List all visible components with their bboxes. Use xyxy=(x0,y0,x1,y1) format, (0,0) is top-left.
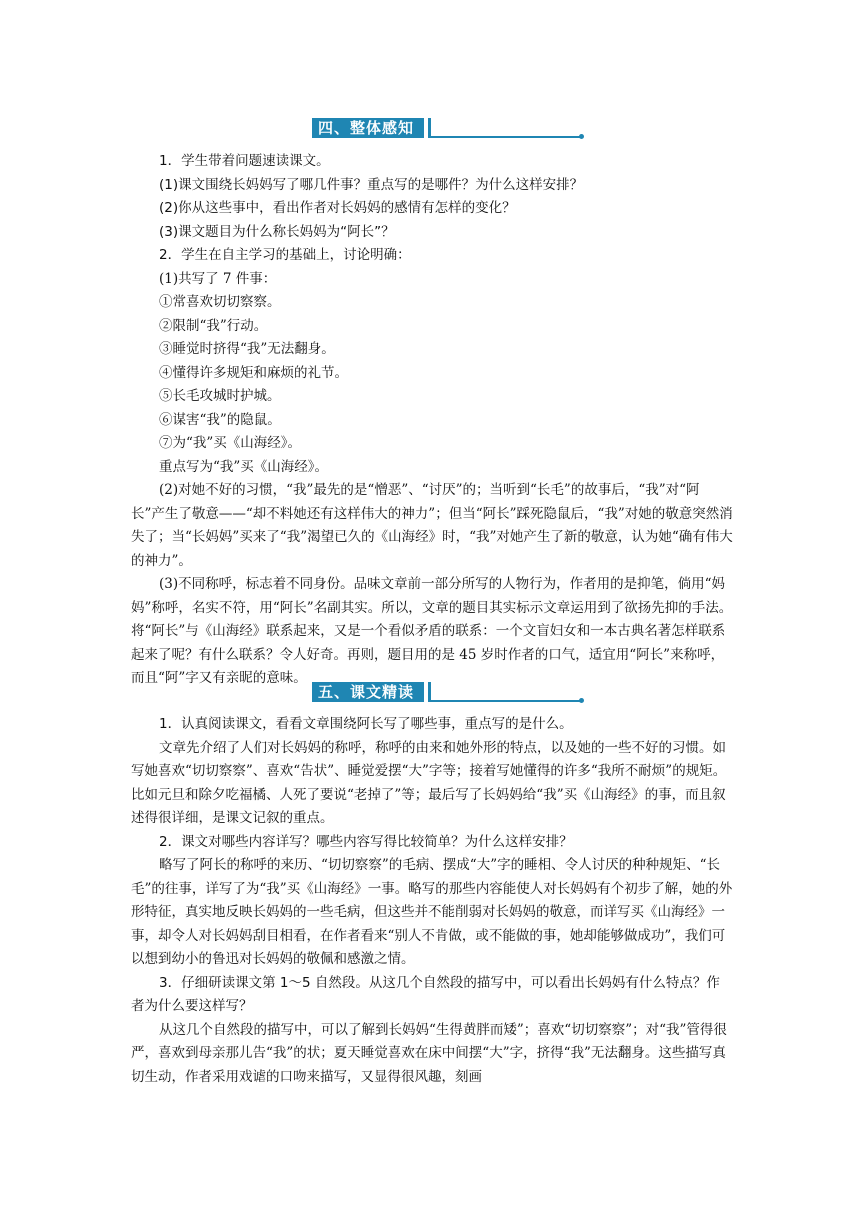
paragraph: (1)课文围绕长妈妈写了哪几件事？重点写的是哪件？为什么这样安排？ xyxy=(159,176,584,193)
paragraph: ②限制“我”行动。 xyxy=(159,317,268,334)
paragraph: 从这几个自然段的描写中，可以了解到长妈妈“生得黄胖而矮”；喜欢“切切察察”；对“我”管得很严，喜欢到母亲那儿告“我”的状；夏天睡觉喜欢在床中间摆“大”字，挤得“我”无法翻身。这些描写真切生动，作者采用戏谑的口吻来描写，又显得很风趣，刻画 xyxy=(131,1021,727,1085)
paragraph: ④懂得许多规矩和麻烦的礼节。 xyxy=(159,364,348,381)
paragraph: 略写了阿长的称呼的来历、“切切察察”的毛病、摆成“大”字的睡相、令人讨厌的种种规矩、“长毛”的往事，详写了为“我”买《山海经》一事。略写的那些内容能使人对长妈妈有个初步了解，她的外形特征，真实地反映长妈妈的一些毛病，但这些并不能削弱对长妈妈的敬意，而详写买《山海经》一事，却令人对长妈妈刮目相看，在作者看来“别人不肯做，或不能做的事，她却能够做成功”，我们可以想到幼小的鲁迅对长妈妈的敬佩和感激之情。 xyxy=(131,857,733,967)
section-5-body xyxy=(131,713,733,1089)
paragraph: 3．仔细研读课文第 1～5 自然段。从这几个自然段的描写中，可以看出长妈妈有什么特点？作者为什么要这样写？ xyxy=(131,974,720,1014)
paragraph: ⑦为“我”买《山海经》。 xyxy=(159,435,302,451)
paragraph: (3)课文题目为什么称长妈妈为“阿长”？ xyxy=(159,223,395,240)
paragraph: ⑥谋害“我”的隐鼠。 xyxy=(159,411,281,428)
paragraph: ①常喜欢切切察察。 xyxy=(159,294,281,310)
section-heading-5 xyxy=(312,682,582,706)
paragraph: 2．学生在自主学习的基础上，讨论明确： xyxy=(159,247,411,263)
section-title: 四、整体感知 xyxy=(312,118,428,138)
paragraph: 2．课文对哪些内容详写？哪些内容写得比较简单？为什么这样安排？ xyxy=(159,833,573,850)
paragraph: (3)不同称呼，标志着不同身份。品味文章前一部分所写的人物行为，作者用的是抑笔，倘用“妈妈”称呼，名实不符，用“阿长”名副其实。所以，文章的题目其实标示文章运用到了欲扬先抑的手法。将“阿长”与《山海经》联系起来，又是一个看似矛盾的联系：一个文盲妇女和一本古典名著怎样联系起来了呢？有什么联系？令人好奇。再则，题目用的是 45 岁时作者的口气，适宜用“阿长”来称呼，而且“阿”字又有亲昵的意味。 xyxy=(131,576,733,686)
paragraph: ⑤长毛攻城时护城。 xyxy=(159,388,281,404)
paragraph: (2)对她不好的习惯，“我”最先的是“憎恶”、“讨厌”的；当听到“长毛”的故事后，“我”对“阿长”产生了敬意——“却不料她还有这样伟大的神力”；但当“阿长”踩死隐鼠后，“我”对她的敬意突然消失了；当“长妈妈”买来了“我”渴望已久的《山海经》时，“我”对她产生了新的敬意，认为她“确有伟大的神力”。 xyxy=(131,482,733,569)
heading-end-dot xyxy=(579,134,584,139)
paragraph: (1)共写了 7 件事： xyxy=(159,270,277,287)
paragraph: 重点写为“我”买《山海经》。 xyxy=(159,458,329,475)
heading-end-dot xyxy=(579,698,584,703)
paragraph: ③睡觉时挤得“我”无法翻身。 xyxy=(159,341,335,357)
paragraph: (2)你从这些事中，看出作者对长妈妈的感情有怎样的变化？ xyxy=(159,200,516,216)
paragraph: 文章先介绍了人们对长妈妈的称呼，称呼的由来和她外形的特点，以及她的一些不好的习惯。如写她喜欢“切切察察”、喜欢“告状”、睡觉爱摆“大”字等；接着写她懂得的许多“我所不耐烦”的规矩。比如元旦和除夕吃福橘、人死了要说“老掉了”等；最后写了长妈妈给“我”买《山海经》的事，而且叙述得很详细，是课文记叙的重点。 xyxy=(131,739,727,826)
section-4-body xyxy=(131,150,733,691)
paragraph: 1．学生带着问题速读课文。 xyxy=(159,153,330,169)
section-title: 五、课文精读 xyxy=(312,682,428,702)
section-heading-4 xyxy=(312,118,582,142)
paragraph: 1．认真阅读课文，看看文章围绕阿长写了哪些事，重点写的是什么。 xyxy=(159,716,573,732)
